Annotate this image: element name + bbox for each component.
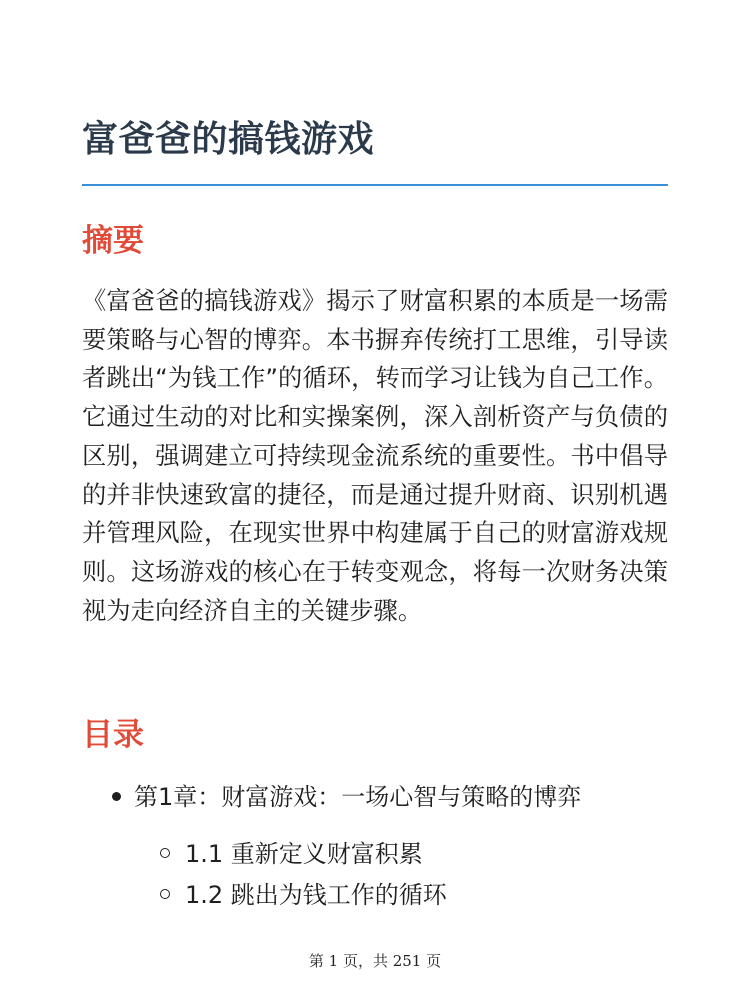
title-divider <box>82 184 668 186</box>
summary-paragraph: 《富爸爸的搞钱游戏》揭示了财富积累的本质是一场需要策略与心智的博弈。本书摒弃传统打工思维，引导读者跳出“为钱工作”的循环，转而学习让钱为自己工作。它通过生动的对比和实操案例，深入剖析资产与负债的区别，强调建立可持续现金流系统的重要性。书中倡导的并非快速致富的捷径，而是通过提升财商、识别机遇并管理风险，在现实世界中构建属于自己的财富游戏规则。这场游戏的核心在于转变观念，将每一次财务决策视为走向经济自主的关键步骤。 <box>82 286 668 625</box>
toc-section-1-2[interactable] <box>160 877 447 913</box>
toc-chapter-1[interactable] <box>112 779 581 815</box>
toc-chapter-label: 第1章：财富游戏：一场心智与策略的博弈 <box>134 783 582 811</box>
bullet-circle-icon <box>160 889 170 899</box>
toc-section-label: 1.2 跳出为钱工作的循环 <box>185 881 447 909</box>
bullet-circle-icon <box>160 848 170 858</box>
toc-section-1-1[interactable] <box>160 836 423 872</box>
summary-heading: 摘要 <box>82 223 144 259</box>
page-footer: 第 1 页，共 251 页 <box>308 952 442 970</box>
bullet-disc-icon <box>112 792 121 801</box>
toc-heading: 目录 <box>82 717 144 753</box>
toc-section-label: 1.1 重新定义财富积累 <box>185 840 423 868</box>
document-title: 富爸爸的搞钱游戏 <box>82 119 375 160</box>
